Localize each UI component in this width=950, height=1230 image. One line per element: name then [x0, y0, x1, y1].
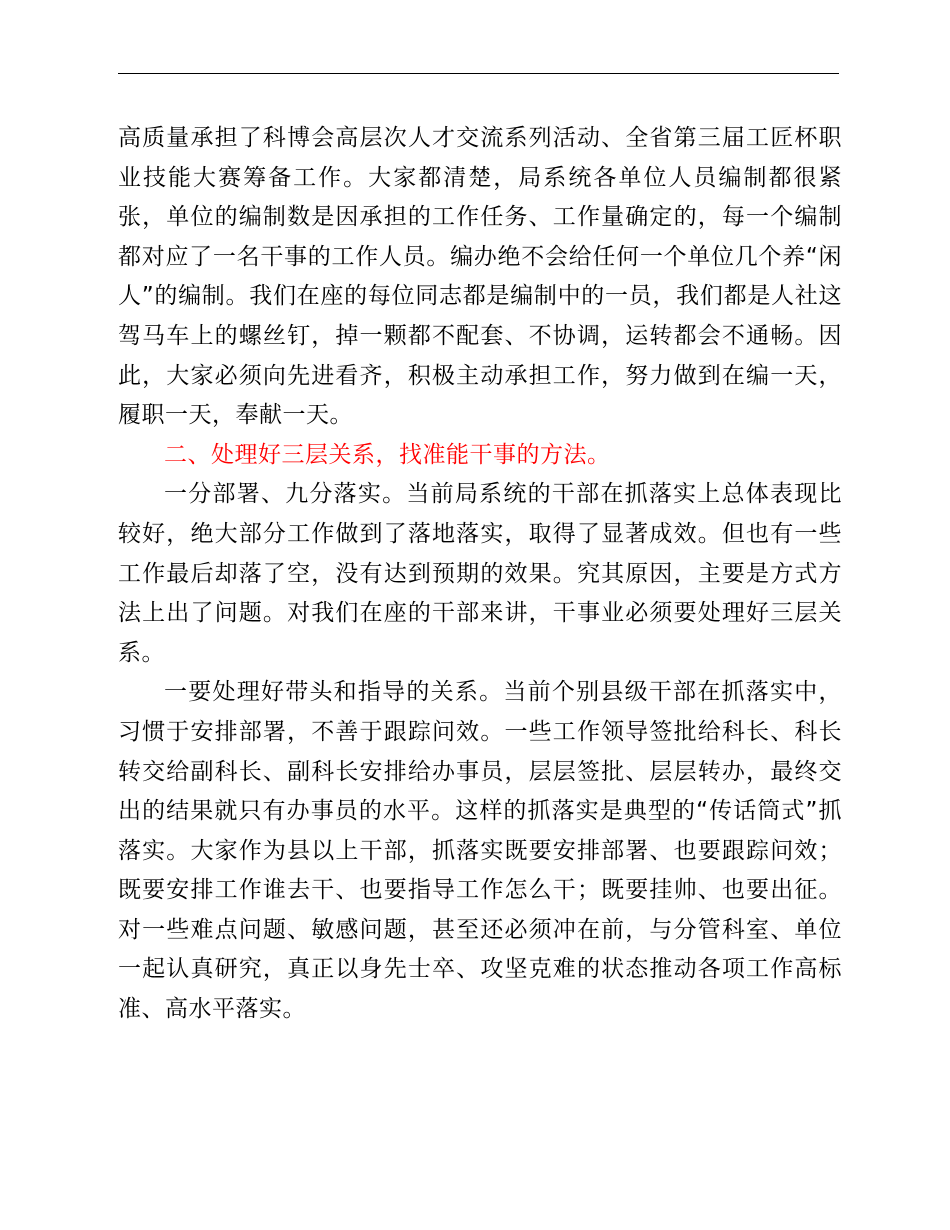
paragraph-lead-and-guide: 一要处理好带头和指导的关系。当前个别县级干部在抓落实中，习惯于安排部署，不善于跟踪问效。一些工作领导签批给科长、科长转交给副科长、副科长安排给办事员，层层签批、层层转办，最终交出的结果就只有办事员的水平。这样的抓落实是典型的“传话筒式”抓落实。大家作为县以上干部，抓落实既要安排部署、也要跟踪问效；既要安排工作谁去干、也要指导工作怎么干；既要挂帅、也要出征。对一些难点问题、敏感问题，甚至还必须冲在前，与分管科室、单位一起认真研究，真正以身先士卒、攻坚克难的状态推动各项工作高标准、高水平落实。 — [118, 679, 842, 1023]
section-heading: 二、处理好三层关系，找准能干事的方法。 — [164, 441, 611, 468]
paragraph-continuation: 高质量承担了科博会高层次人才交流系列活动、全省第三届工匠杯职业技能大赛筹备工作。大家都清楚，局系统各单位人员编制都很紧张，单位的编制数是因承担的工作任务、工作量确定的，每一个编制都对应了一名干事的工作人员。编办绝不会给任何一个单位几个养“闲人”的编制。我们在座的每位同志都是编制中的一员，我们都是人社这驾马车上的螺丝钉，掉一颗都不配套、不协调，运转都会不通畅。因此，大家必须向先进看齐，积极主动承担工作，努力做到在编一天，履职一天，奉献一天。 — [118, 125, 842, 429]
header-rule — [118, 73, 839, 74]
body-text — [118, 119, 842, 1030]
paragraph-implementation: 一分部署、九分落实。当前局系统的干部在抓落实上总体表现比较好，绝大部分工作做到了落地落实，取得了显著成效。但也有一些工作最后却落了空，没有达到预期的效果。究其原因，主要是方式方法上出了问题。对我们在座的干部来讲，干事业必须要处理好三层关系。 — [118, 481, 842, 666]
